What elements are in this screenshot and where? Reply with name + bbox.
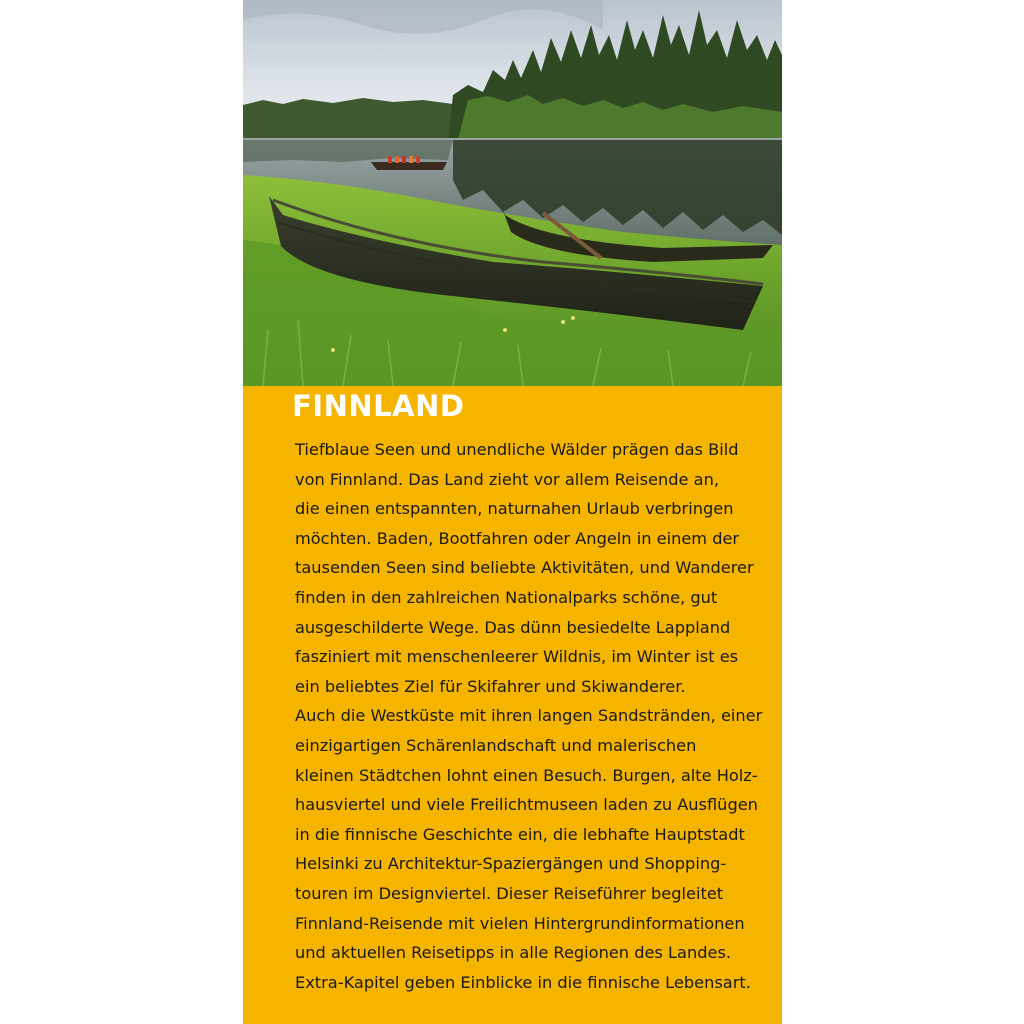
body-line: Auch die Westküste mit ihren langen Sandstränden, einer [295, 706, 763, 726]
text-block [243, 386, 782, 1024]
body-line: fasziniert mit menschenleerer Wildnis, im Winter ist es [295, 647, 739, 667]
body-line: von Finnland. Das Land zieht vor allem Reisende an, [295, 469, 719, 489]
body-line: Finnland-Reisende mit vielen Hintergrundinformationen [295, 913, 745, 933]
body-paragraph [295, 435, 765, 997]
brochure-panel [243, 0, 782, 1024]
body-line: Tiefblaue Seen und unendliche Wälder prägen das Bild [295, 440, 739, 459]
body-line: in die finnische Geschichte ein, die lebhafte Hauptstadt [295, 824, 745, 844]
body-line: hausviertel und viele Freilichtmuseen laden zu Ausflügen [295, 795, 758, 815]
body-line: tausenden Seen sind beliebte Aktivitäten, und Wanderer [295, 558, 754, 578]
body-line: Helsinki zu Architektur-Spaziergängen und Shopping- [295, 854, 727, 874]
page-title: FINNLAND [292, 389, 465, 423]
lake-boats-photo [243, 0, 782, 386]
body-line: kleinen Städtchen lohnt einen Besuch. Burgen, alte Holz- [295, 765, 758, 785]
body-line: die einen entspannten, naturnahen Urlaub verbringen [295, 499, 734, 519]
body-line: einzigartigen Schärenlandschaft und malerischen [295, 735, 697, 755]
body-line: ein beliebtes Ziel für Skifahrer und Skiwanderer. [295, 676, 686, 696]
body-line: möchten. Baden, Bootfahren oder Angeln in einem der [295, 528, 740, 548]
body-line: touren im Designviertel. Dieser Reiseführer begleitet [295, 883, 724, 903]
body-line: finden in den zahlreichen Nationalparks schöne, gut [295, 587, 718, 607]
body-line: Extra-Kapitel geben Einblicke in die finnische Lebensart. [295, 972, 751, 992]
body-line: und aktuellen Reisetipps in alle Regionen des Landes. [295, 943, 732, 963]
body-line: ausgeschilderte Wege. Das dünn besiedelte Lappland [295, 617, 731, 637]
